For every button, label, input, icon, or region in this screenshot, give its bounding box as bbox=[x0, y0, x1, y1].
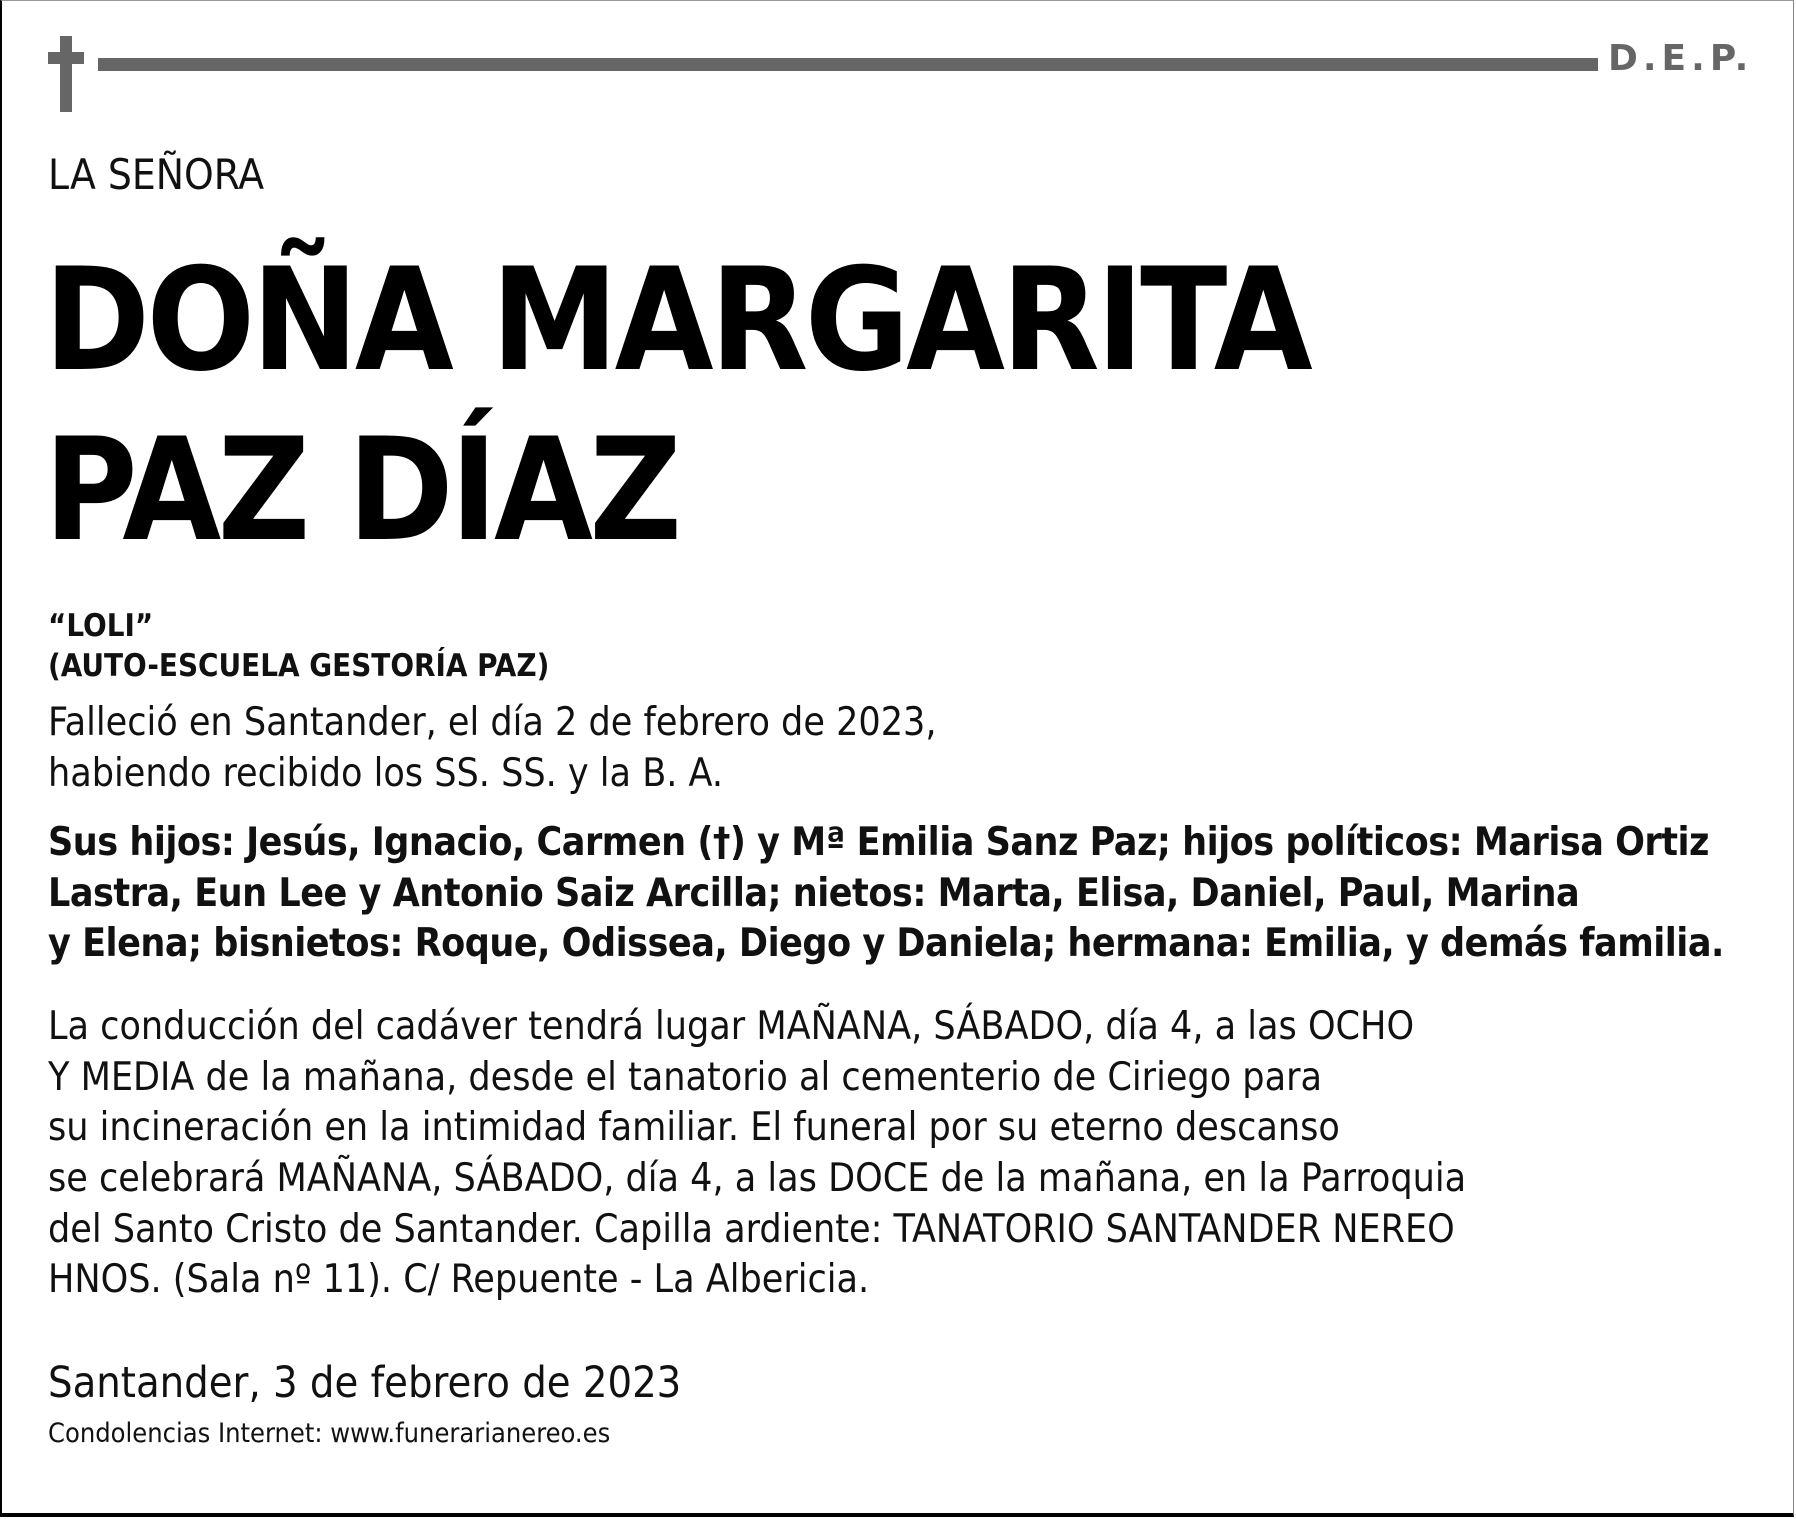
service-line: su incineración en la intimidad familiar. El funeral por su eterno descanso bbox=[48, 1105, 1340, 1151]
service-line: La conducción del cadáver tendrá lugar MAÑANA, SÁBADO, día 4, a las OCHO bbox=[48, 1004, 1415, 1049]
family-line: Sus hijos: Jesús, Ignacio, Carmen (†) y Mª Emilia Sanz Paz; hijos políticos: Marisa Ortiz bbox=[48, 820, 1709, 865]
header-rule bbox=[98, 58, 1598, 71]
service-details bbox=[48, 1002, 1768, 1306]
cross-icon bbox=[48, 36, 84, 112]
deceased-name-line1: DOÑA MARGARITA bbox=[44, 238, 1310, 403]
intro-label: LA SEÑORA bbox=[48, 150, 265, 199]
dep-label: D.E.P. bbox=[1608, 38, 1754, 79]
dateline: Santander, 3 de febrero de 2023 bbox=[48, 1358, 682, 1408]
family-list bbox=[48, 818, 1768, 970]
death-statement-line: Falleció en Santander, el día 2 de febrero de 2023, bbox=[48, 700, 937, 745]
death-statement bbox=[48, 698, 1548, 799]
deceased-company: (AUTO-ESCUELA GESTORÍA PAZ) bbox=[48, 648, 550, 684]
service-line: HNOS. (Sala nº 11). C/ Repuente - La Albericia. bbox=[48, 1257, 870, 1303]
family-line: Lastra, Eun Lee y Antonio Saiz Arcilla; nietos: Marta, Elisa, Daniel, Paul, Marina bbox=[48, 870, 1580, 916]
service-line: del Santo Cristo de Santander. Capilla ardiente: TANATORIO SANTANDER NEREO bbox=[48, 1206, 1455, 1252]
service-line: Y MEDIA de la mañana, desde el tanatorio al cementerio de Ciriego para bbox=[48, 1054, 1322, 1100]
deceased-name-line2: PAZ DÍAZ bbox=[44, 408, 679, 573]
deceased-alias: “LOLI” bbox=[48, 608, 154, 644]
service-line: se celebrará MAÑANA, SÁBADO, día 4, a las DOCE de la mañana, en la Parroquia bbox=[48, 1156, 1467, 1202]
condolences-link[interactable]: Condolencias Internet: www.funerarianereo.es bbox=[48, 1418, 611, 1449]
death-statement-line: habiendo recibido los SS. SS. y la B. A. bbox=[48, 750, 723, 796]
family-line: y Elena; bisnietos: Roque, Odissea, Diego y Daniela; hermana: Emilia, y demás familia. bbox=[48, 921, 1724, 967]
